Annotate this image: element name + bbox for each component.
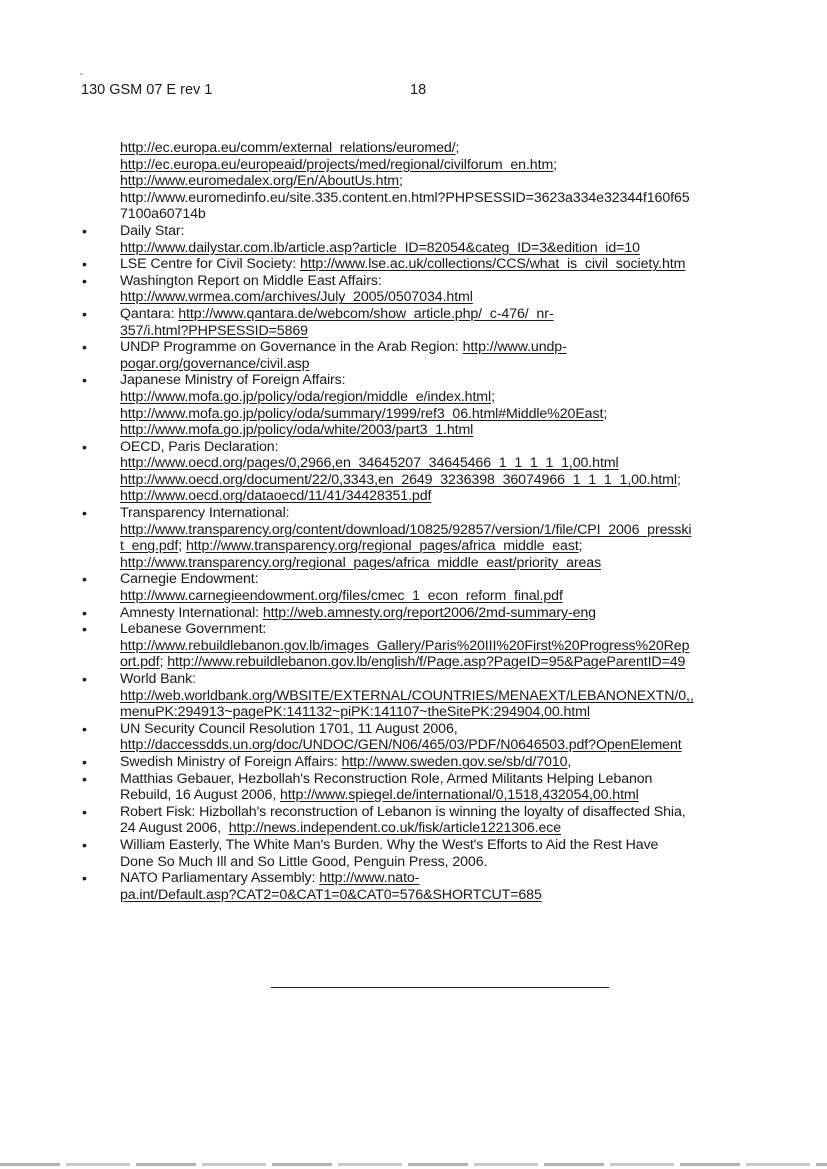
reference-link[interactable]: http://web.worldbank.org/WBSITE/EXTERNAL/COUNTRIES/MENAEXT/LEBANONEXTN/0,, [120, 687, 694, 704]
reference-link[interactable]: http://www.wrmea.com/archives/July_2005/0507034.html [120, 289, 473, 306]
reference-item [82, 721, 772, 754]
reference-text: Amnesty International: [120, 604, 263, 621]
reference-item [82, 372, 772, 438]
reference-link[interactable]: http://www.oecd.org/dataoecd/11/41/34428351.pdf [120, 488, 432, 505]
bullet-icon: • [82, 505, 87, 522]
margin-mark: - [80, 69, 84, 80]
reference-link[interactable]: http://www.rebuildlebanon.gov.lb/english/f/Page.asp?PageID=95&PageParentID=49 [167, 654, 686, 671]
reference-item [82, 621, 772, 671]
reference-line [120, 804, 772, 821]
reference-line [120, 854, 772, 871]
reference-line [120, 571, 772, 588]
bullet-icon: • [82, 720, 87, 737]
reference-link[interactable]: http://www.oecd.org/document/22/0,3343,en_2649_3236398_36074966_1_1_1_1,00.html [120, 471, 677, 488]
reference-text: ; [455, 140, 460, 156]
reference-text: Qantara: [120, 305, 179, 322]
reference-line [120, 190, 772, 207]
reference-line [120, 522, 772, 539]
reference-link[interactable]: http://news.independent.co.uk/fisk/article1221306.ece [228, 820, 562, 837]
reference-list [82, 140, 772, 903]
reference-link[interactable]: http://ec.europa.eu/comm/external_relations/euromed/ [120, 140, 456, 156]
reference-line [120, 505, 772, 522]
reference-line [120, 406, 772, 423]
reference-text: http://www.euromedinfo.eu/site.335.content.en.html?PHPSESSID=3623a334e32344f160f65 [120, 189, 690, 206]
reference-link[interactable]: menuPK:294913~pagePK:141132~piPK:141107~theSitePK:294904,00.html [120, 704, 590, 721]
reference-line [120, 555, 772, 572]
reference-link[interactable]: http://www.qantara.de/webcom/show_article.php/_c-476/_nr- [178, 305, 554, 322]
reference-line [120, 688, 772, 705]
reference-text: Done So Much Ill and So Little Good, Penguin Press, 2006. [120, 853, 488, 870]
reference-link[interactable]: http://www.mofa.go.jp/policy/oda/region/middle_e/index.html [120, 388, 492, 405]
reference-text: ; [676, 471, 681, 488]
reference-line [120, 455, 772, 472]
bullet-icon: • [82, 256, 87, 273]
reference-line [120, 638, 772, 655]
reference-line [120, 538, 772, 555]
reference-line [120, 787, 772, 804]
reference-link[interactable]: http://www.transparency.org/regional_pages/africa_middle_east/priority_areas [120, 554, 602, 571]
reference-item [82, 771, 772, 804]
reference-line [120, 356, 772, 373]
reference-link[interactable]: http://www.sweden.gov.se/sb/d/7010 [341, 753, 568, 770]
reference-line [120, 887, 772, 904]
reference-line [120, 157, 772, 174]
reference-item [82, 223, 772, 256]
reference-text: Matthias Gebauer, Hezbollah's Reconstruction Role, Armed Militants Helping Lebanon [120, 770, 653, 787]
reference-text: ; [578, 538, 583, 555]
reference-line [120, 206, 772, 223]
document-code: 130 GSM 07 E rev 1 [81, 82, 213, 98]
reference-text: ; [159, 654, 168, 671]
bullet-icon: • [82, 803, 87, 820]
reference-line [120, 771, 772, 788]
bullet-icon: • [82, 836, 87, 853]
reference-text: Rebuild, 16 August 2006, [120, 787, 280, 804]
reference-text: William Easterly, The White Man's Burden. Why the West's Efforts to Aid the Rest Have [120, 836, 659, 853]
reference-link[interactable]: http://www.transparency.org/regional_pages/africa_middle_east [185, 538, 579, 555]
reference-line [120, 605, 772, 622]
reference-line [120, 240, 772, 257]
reference-line [120, 389, 772, 406]
reference-line [120, 323, 772, 340]
reference-line [120, 820, 772, 837]
reference-line [120, 256, 772, 273]
reference-link[interactable]: http://www.carnegieendowment.org/files/cmec_1_econ_reform_final.pdf [120, 588, 563, 605]
bullet-icon: • [82, 305, 87, 322]
bullet-icon: • [82, 222, 87, 239]
reference-text: NATO Parliamentary Assembly: [120, 870, 320, 887]
bullet-icon: • [82, 604, 87, 621]
reference-line [120, 273, 772, 290]
reference-line [120, 654, 772, 671]
reference-line [120, 223, 772, 240]
reference-line [120, 339, 772, 356]
reference-link[interactable]: t_eng.pdf [120, 538, 179, 555]
reference-link[interactable]: http://www.lse.ac.uk/collections/CCS/what_is_civil_society.htm [299, 256, 686, 273]
bullet-icon: • [82, 272, 87, 289]
reference-line [120, 372, 772, 389]
reference-item [82, 671, 772, 721]
reference-text: Lebanese Government: [120, 621, 267, 638]
reference-item [82, 837, 772, 870]
reference-line [120, 870, 772, 887]
reference-line [120, 472, 772, 489]
reference-link[interactable]: 357/i.html?PHPSESSID=5869 [120, 322, 308, 339]
reference-text: ; [399, 173, 403, 190]
reference-link[interactable]: pa.int/Default.asp?CAT2=0&CAT1=0&CAT0=576&SHORTCUT=685 [120, 886, 542, 903]
reference-line [120, 422, 772, 439]
reference-item [82, 140, 772, 223]
reference-text: OECD, Paris Declaration: [120, 438, 279, 455]
reference-line [120, 704, 772, 721]
reference-line [120, 721, 772, 738]
reference-text: Swedish Ministry of Foreign Affairs: [120, 753, 342, 770]
reference-text: 24 August 2006, [120, 820, 229, 837]
reference-line [120, 754, 772, 771]
reference-item [82, 870, 772, 903]
reference-text: UN Security Council Resolution 1701, 11 August 2006, [120, 720, 458, 737]
reference-link[interactable]: http://www.rebuildlebanon.gov.lb/images_Gallery/Paris%20III%20First%20Progress%20Rep [120, 637, 690, 654]
reference-text: , [567, 753, 572, 770]
bullet-icon: • [82, 339, 87, 356]
reference-text: UNDP Programme on Governance in the Arab Region: [120, 339, 463, 356]
reference-text: Transparency International: [120, 505, 290, 522]
bullet-icon: • [82, 438, 87, 455]
reference-text: 7100a60714b [120, 206, 206, 223]
reference-line [120, 837, 772, 854]
bullet-icon: • [82, 621, 87, 638]
reference-line [120, 588, 772, 605]
reference-line [120, 306, 772, 323]
reference-line [120, 621, 772, 638]
reference-text: ; [491, 388, 495, 405]
reference-item [82, 754, 772, 771]
reference-link[interactable]: http://www.euromedalex.org/En/AboutUs.htm [120, 173, 399, 190]
reference-link[interactable]: http://www.spiegel.de/international/0,1518,432054,00.html [280, 787, 639, 804]
reference-text: Daily Star: [120, 222, 185, 239]
reference-text: Washington Report on Middle East Affairs: [120, 272, 382, 289]
reference-link[interactable]: http://daccessdds.un.org/doc/UNDOC/GEN/N06/465/03/PDF/N0646503.pdf?OpenElement [120, 737, 682, 754]
reference-text: ; [553, 156, 558, 173]
scan-edge-artifact [0, 1163, 827, 1166]
reference-item [82, 605, 772, 622]
reference-link[interactable]: http://www.transparency.org/content/download/10825/92857/version/1/file/CPI_2006_presski [120, 521, 692, 538]
bullet-icon: • [82, 571, 87, 588]
reference-item [82, 571, 772, 604]
reference-link[interactable]: http://www.mofa.go.jp/policy/oda/white/2003/part3_1.html [120, 422, 474, 439]
reference-line [120, 140, 772, 157]
bullet-icon: • [82, 870, 87, 887]
reference-line [120, 173, 772, 190]
reference-text: Robert Fisk: Hizbollah's reconstruction of Lebanon is winning the loyalty of disaffected Shia, [120, 803, 686, 820]
reference-text: ; [603, 405, 608, 422]
reference-item [82, 505, 772, 571]
bullet-icon: • [82, 671, 87, 687]
reference-link[interactable]: ort.pdf [120, 654, 160, 671]
reference-line [120, 737, 772, 754]
reference-item [82, 804, 772, 837]
reference-text: LSE Centre for Civil Society: [120, 256, 300, 273]
reference-text: Carnegie Endowment: [120, 571, 259, 588]
reference-link[interactable]: http://www.dailystar.com.lb/article.asp?article_ID=82054&categ_ID=3&edition_id=10 [120, 239, 640, 256]
reference-item [82, 256, 772, 273]
reference-line [120, 289, 772, 306]
reference-link[interactable]: http://www.oecd.org/pages/0,2966,en_34645207_34645466_1_1_1_1_1,00.html [120, 455, 619, 472]
reference-link[interactable]: http://www.nato- [319, 870, 420, 887]
reference-line [120, 671, 772, 688]
bullet-icon: • [82, 753, 87, 770]
end-rule [271, 987, 609, 988]
reference-text: World Bank: [120, 671, 196, 687]
page-number: 18 [410, 82, 427, 98]
bullet-icon: • [82, 770, 87, 787]
reference-link[interactable]: http://www.undp- [462, 339, 567, 356]
reference-link[interactable]: http://ec.europa.eu/europeaid/projects/med/regional/civilforum_en.htm [120, 156, 554, 173]
reference-link[interactable]: http://www.mofa.go.jp/policy/oda/summary/1999/ref3_06.html#Middle%20East [120, 405, 604, 422]
reference-line [120, 488, 772, 505]
reference-item [82, 273, 772, 306]
reference-line [120, 439, 772, 456]
bullet-icon: • [82, 372, 87, 389]
reference-item [82, 439, 772, 505]
reference-link[interactable]: http://web.amnesty.org/report2006/2md-summary-eng [262, 604, 596, 621]
reference-item [82, 306, 772, 339]
reference-text: ; [178, 538, 186, 555]
reference-link[interactable]: pogar.org/governance/civil.asp [120, 355, 310, 372]
reference-item [82, 339, 772, 372]
reference-text: Japanese Ministry of Foreign Affairs: [120, 372, 346, 389]
